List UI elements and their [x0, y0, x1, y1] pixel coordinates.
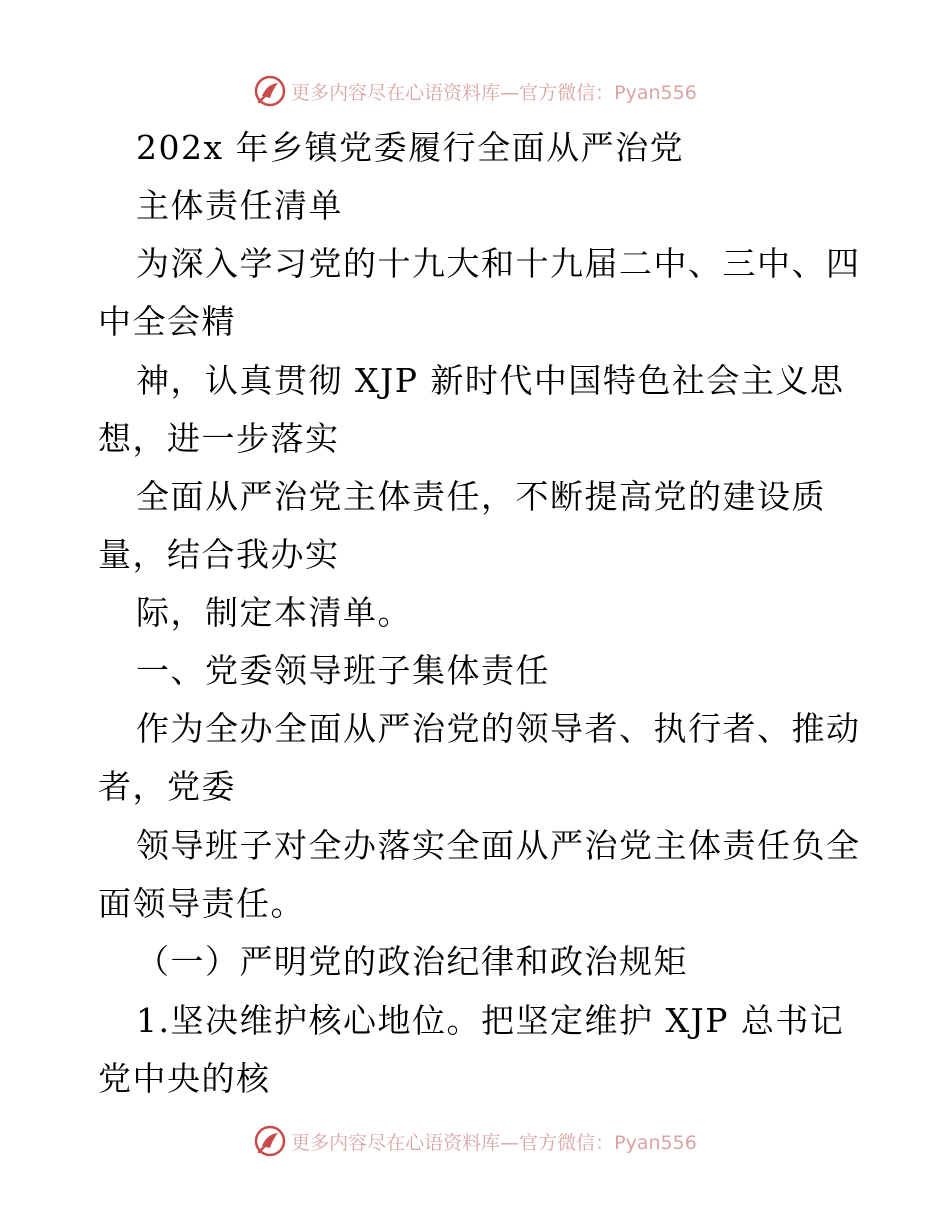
paragraph-line: 1.坚决维护核心地位。把坚定维护 XJP 总书记: [136, 1001, 845, 1040]
watermark-text: 更多内容尽在心语资料库—官方微信：Pyan556: [291, 81, 697, 104]
watermark-group: [253, 1124, 697, 1158]
paragraph-line: 面领导责任。: [98, 884, 305, 923]
logo-icon: [253, 1124, 287, 1158]
watermark-group: [253, 74, 697, 108]
watermark-text: 更多内容尽在心语资料库—官方微信：Pyan556: [291, 1131, 697, 1154]
logo-icon: [253, 74, 287, 108]
doc-title-line-2: 主体责任清单: [136, 186, 343, 225]
paragraph-line: 神，认真贯彻 XJP 新时代中国特色社会主义思: [136, 361, 845, 400]
paragraph-line: 中全会精: [98, 302, 236, 341]
paragraph-line: 际，制定本清单。: [136, 593, 412, 632]
paragraph-line: 党中央的核: [98, 1059, 271, 1098]
paragraph-line: 想，进一步落实: [98, 419, 340, 458]
paragraph-line: 全面从严治党主体责任，不断提高党的建设质: [136, 477, 826, 516]
paragraph-line: 领导班子对全办落实全面从严治党主体责任负全: [136, 826, 861, 865]
paragraph-line: 为深入学习党的十九大和十九届二中、三中、四: [136, 244, 861, 283]
paragraph-line: 量，结合我办实: [98, 535, 340, 574]
paragraph-line: 作为全办全面从严治党的领导者、执行者、推动: [136, 709, 861, 748]
section-heading: 一、党委领导班子集体责任: [136, 651, 550, 690]
doc-title-line-1: 202x 年乡镇党委履行全面从严治党: [136, 128, 685, 167]
paragraph-line: 者，党委: [98, 767, 236, 806]
header-watermark: [0, 71, 950, 111]
footer-watermark: [0, 1121, 950, 1161]
subsection-heading: （一）严明党的政治纪律和政治规矩: [136, 942, 688, 981]
